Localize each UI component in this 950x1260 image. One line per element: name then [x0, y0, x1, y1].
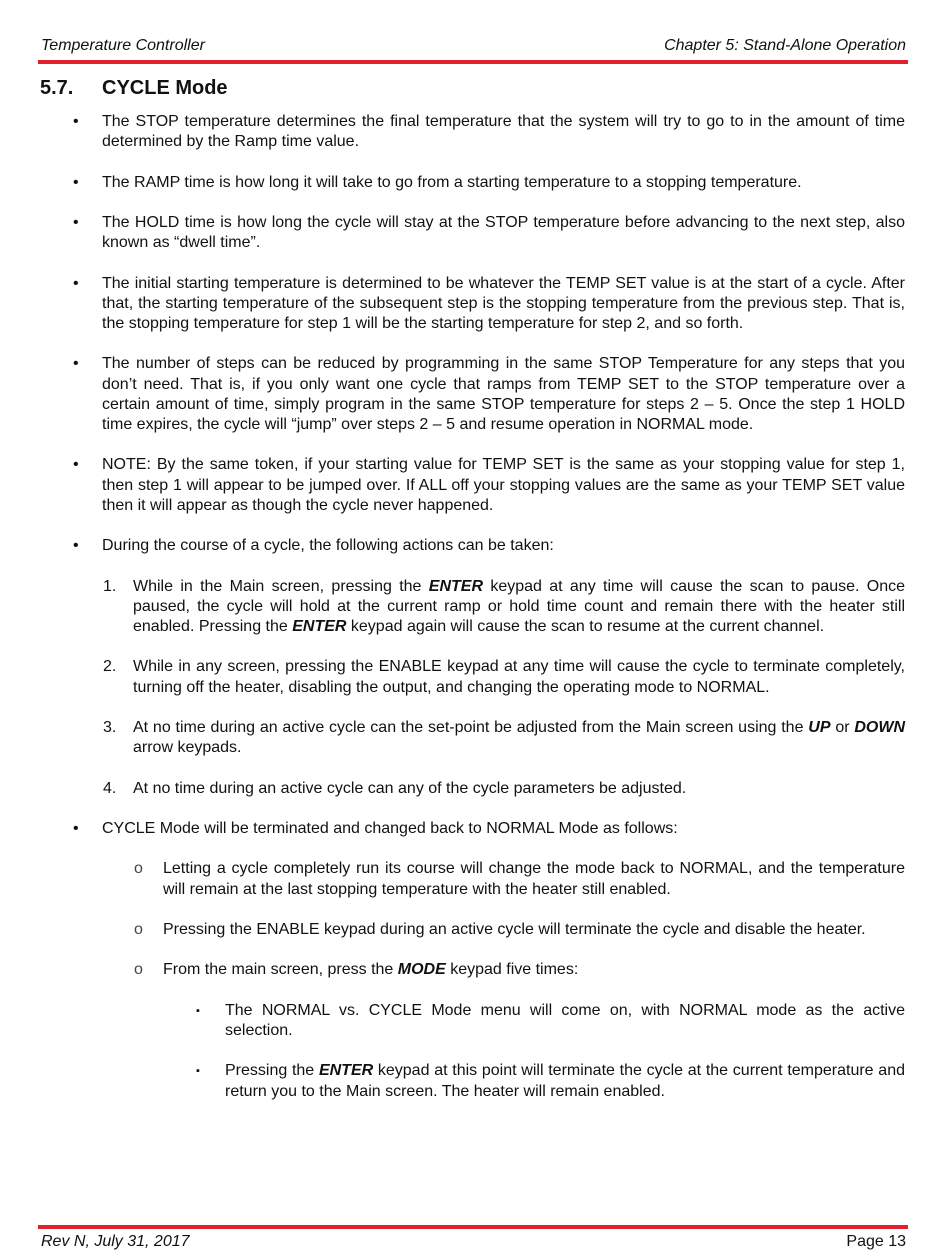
bullet-marker: •	[73, 173, 79, 191]
numbered-item	[103, 577, 906, 638]
text: At no time during an active cycle can the set-point be adjusted from the Main screen using the	[133, 718, 809, 736]
text: keypad five times:	[445, 961, 579, 979]
item-number: 3.	[103, 718, 117, 736]
square-item	[196, 1061, 905, 1101]
keypad-name: UP	[808, 718, 831, 736]
square-item	[196, 1001, 905, 1041]
footer-rule	[38, 1225, 908, 1229]
text: Pressing the	[225, 1062, 319, 1080]
keypad-name: ENTER	[292, 617, 347, 635]
text: Letting a cycle completely run its course will change the mode back to NORMAL, and the temperature will remain at the last stopping temperature with the heater still enabled.	[163, 860, 905, 898]
bullet-marker: •	[73, 819, 79, 837]
bullet-text: The RAMP time is how long it will take to go from a starting temperature to a stopping temperature.	[102, 173, 802, 191]
circle-item	[134, 960, 905, 980]
item-number: 1.	[103, 577, 117, 595]
square-marker: ▪	[196, 1004, 200, 1017]
bullet-text: The HOLD time is how long the cycle will stay at the STOP temperature before advancing to the next step, also known as “dwell time”.	[102, 213, 905, 252]
bullet-text: During the course of a cycle, the following actions can be taken:	[102, 537, 554, 555]
bullet-marker: •	[73, 456, 79, 474]
bullet-marker: •	[73, 113, 79, 130]
text: arrow keypads.	[133, 739, 242, 757]
square-marker: ▪	[196, 1065, 200, 1078]
section-heading	[40, 77, 228, 100]
keypad-name: MODE	[397, 961, 446, 979]
text: Pressing the ENABLE keypad during an active cycle will terminate the cycle and disable the heater.	[163, 920, 866, 938]
section-title: CYCLE Mode	[102, 77, 228, 99]
text: keypad at any time will cause the scan to pause. Once paused, the cycle will hold at the current ramp or hold time count and remain there with the heater still enabled. Pressing the	[133, 577, 906, 635]
text: The NORMAL vs. CYCLE Mode menu will come on, with NORMAL mode as the active selection.	[225, 1001, 905, 1039]
bullet-text: The number of steps can be reduced by programming in the same STOP Temperature for any steps that you don’t need. That is, if you only want one cycle that ramps from TEMP SET to the STOP temperature over a certain amount of time, simply program in the same STOP temperature for steps 2 – 5. Once the step 1 HOLD time expires, the cycle will “jump” over steps 2 – 5 and resume operation in NORMAL mode.	[102, 355, 905, 433]
circle-marker: o	[134, 961, 143, 979]
bullet-marker: •	[73, 537, 79, 555]
keypad-name: DOWN	[854, 718, 906, 736]
numbered-item	[103, 718, 906, 758]
circle-marker: o	[134, 920, 143, 938]
circle-marker: o	[134, 860, 143, 878]
page-number: Page 13	[846, 1233, 906, 1250]
keypad-name: ENTER	[318, 1062, 374, 1080]
keypad-name: ENTER	[428, 577, 484, 595]
bullet-text: The initial starting temperature is determined to be whatever the TEMP SET value is at the start of a cycle. After that, the starting temperature of the subsequent step is the stopping temperature from the previous step. That is, the stopping temperature for step 1 will be the starting temperature for step 2, and so forth.	[102, 274, 905, 332]
numbered-item	[103, 657, 905, 697]
bullet-marker: •	[73, 274, 79, 292]
item-number: 4.	[103, 779, 117, 797]
circle-item	[134, 920, 905, 940]
text: While in the Main screen, pressing the	[133, 577, 429, 595]
footer-revision: Rev N, July 31, 2017	[41, 1233, 190, 1250]
header-title: Temperature Controller	[41, 37, 205, 54]
text: While in any screen, pressing the ENABLE keypad at any time will cause the cycle to terminate completely, turning off the heater, disabling the output, and changing the operating mode to NORMAL.	[133, 658, 905, 696]
bullet-item	[73, 354, 905, 435]
bullet-item	[73, 819, 905, 839]
bullet-item	[73, 173, 905, 193]
bullet-item	[73, 274, 905, 335]
text: At no time during an active cycle can any of the cycle parameters be adjusted.	[133, 779, 687, 797]
bullet-text: CYCLE Mode will be terminated and changed back to NORMAL Mode as follows:	[102, 819, 678, 837]
bullet-item	[73, 112, 905, 152]
text: From the main screen, press the	[163, 961, 398, 979]
item-number: 2.	[103, 658, 117, 676]
bullet-text: The STOP temperature determines the final temperature that the system will try to go to in the amount of time determined by the Ramp time value.	[102, 113, 905, 151]
document-body	[0, 112, 950, 1122]
bullet-marker: •	[73, 355, 79, 373]
bullet-text: NOTE: By the same token, if your starting value for TEMP SET is the same as your stopping value for step 1, then step 1 will appear to be jumped over. If ALL off your stopping values are the same as your TEMP SET value then it will appear as though the cycle never happened.	[102, 456, 905, 514]
header-rule	[38, 60, 908, 64]
bullet-item	[73, 536, 905, 556]
circle-item	[134, 859, 905, 899]
header-chapter: Chapter 5: Stand-Alone Operation	[664, 37, 906, 54]
section-number: 5.7.	[40, 77, 74, 99]
bullet-item	[73, 455, 905, 516]
text: keypad at this point will terminate the cycle at the current temperature and return you to the Main screen. The heater will remain enabled.	[225, 1062, 905, 1100]
numbered-item	[103, 779, 905, 799]
bullet-marker: •	[73, 213, 79, 231]
bullet-item	[73, 213, 905, 253]
text: or	[830, 718, 855, 736]
text: keypad again will cause the scan to resume at the current channel.	[346, 617, 825, 635]
